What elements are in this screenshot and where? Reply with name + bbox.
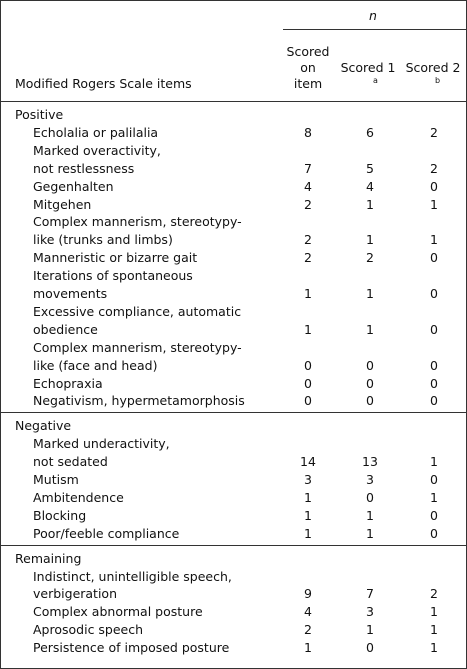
row-label: not restlessness [33,160,135,176]
section-divider [1,545,466,546]
table-row [1,178,466,195]
cell-scored-on-item: 0 [304,357,312,373]
row-label: movements [33,286,108,301]
cell-scored-2: 0 [430,525,438,541]
cell-scored-on-item: 1 [304,640,312,656]
cell-scored-1: 1 [366,525,374,541]
cell-scored-1: 13 [362,454,378,470]
cell-scored-on-item: 0 [304,393,312,409]
cell-scored-1: 1 [366,286,374,301]
table-row [1,453,466,470]
cell-scored-2: 0 [430,357,438,373]
cell-scored-2: 0 [430,286,438,301]
table-row [1,375,466,392]
cell-scored-on-item: 1 [304,525,312,541]
cell-scored-on-item: 2 [304,196,312,212]
row-label: Manneristic or bizarre gait [33,250,198,266]
cell-scored-on-item: 4 [304,604,312,620]
cell-scored-1: 0 [366,393,374,409]
cell-scored-1: 0 [366,375,374,391]
col1-line3: item [293,76,323,91]
row-label: Complex mannerism, stereotypy- [33,339,242,355]
cell-scored-1: 1 [366,507,374,523]
cell-scored-1: 0 [366,357,374,373]
table-row [1,392,466,409]
row-label: Echopraxia [33,375,103,391]
row-label: Marked overactivity, [33,142,161,158]
cell-scored-1: 6 [366,124,374,140]
cell-scored-on-item: 1 [304,321,312,337]
col3-text: Scored 2 [405,60,461,75]
cell-scored-1: 3 [366,604,374,620]
n-header: n [369,8,377,23]
table-row [1,267,466,284]
cell-scored-2: 1 [430,640,438,656]
cell-scored-2: 0 [430,250,438,266]
row-label: Echolalia or palilalia [33,124,159,140]
col-scored-1-header [340,60,396,76]
cell-scored-on-item: 2 [304,622,312,638]
cell-scored-2: 1 [430,604,438,620]
cell-scored-2: 0 [430,321,438,337]
row-label: Complex mannerism, stereotypy- [33,214,242,230]
row-label: Complex abnormal posture [33,604,203,620]
col2-superscript: a [373,76,378,85]
cell-scored-on-item: 2 [304,250,312,266]
cell-scored-on-item: 14 [300,454,316,470]
table-row [1,231,466,248]
section-title: Positive [15,107,64,122]
row-label: Mutism [33,472,79,487]
row-label: Ambitendence [33,489,124,505]
row-label: like (face and head) [33,357,158,373]
cell-scored-2: 0 [430,472,438,487]
table-row [1,507,466,524]
col-scored-2-header [405,60,461,76]
cell-scored-on-item: 1 [304,286,312,301]
table-row [1,585,466,602]
cell-scored-2: 1 [430,196,438,212]
cell-scored-on-item: 7 [304,160,312,176]
table-row [1,639,466,656]
table-row [1,321,466,338]
section-divider [1,412,466,413]
cell-scored-2: 1 [430,232,438,248]
row-label: Poor/feeble compliance [33,525,180,541]
row-label: Aprosodic speech [33,622,144,638]
section-title: Negative [15,418,72,434]
cell-scored-on-item: 8 [304,124,312,140]
items-column-header: Modified Rogers Scale items [15,76,192,91]
cell-scored-1: 7 [366,586,374,602]
cell-scored-1: 3 [366,472,374,487]
table-row [1,249,466,266]
cell-scored-1: 4 [366,178,374,194]
cell-scored-1: 1 [366,622,374,638]
table-row [1,471,466,488]
cell-scored-2: 2 [430,160,438,176]
table-row [1,285,466,302]
cell-scored-2: 0 [430,393,438,409]
row-label: Excessive compliance, automatic [33,303,242,319]
header-rule [1,101,466,102]
cell-scored-2: 1 [430,454,438,470]
section-title: Remaining [15,550,82,566]
cell-scored-on-item: 4 [304,178,312,194]
row-label: Blocking [33,507,87,523]
col3-superscript: b [435,76,441,85]
cell-scored-1: 0 [366,640,374,656]
cell-scored-on-item: 0 [304,375,312,391]
cell-scored-2: 0 [430,507,438,523]
table-row [1,568,466,585]
col1-line1: Scored [286,44,330,59]
table-row [1,196,466,213]
table-row [1,339,466,356]
cell-scored-1: 0 [366,489,374,505]
row-label: Iterations of spontaneous [33,268,193,284]
table-row [1,303,466,320]
table-row [1,124,466,141]
cell-scored-on-item: 9 [304,586,312,602]
table-row [1,621,466,638]
row-label: Mitgehen [33,196,92,212]
cell-scored-on-item: 3 [304,472,312,487]
row-label: Negativism, hypermetamorphosis [33,393,245,409]
row-label: verbigeration [33,586,118,602]
cell-scored-on-item: 1 [304,489,312,505]
cell-scored-on-item: 2 [304,232,312,248]
cell-scored-2: 1 [430,489,438,505]
n-underline [283,29,466,30]
cell-scored-1: 1 [366,196,374,212]
cell-scored-on-item: 1 [304,507,312,523]
row-label: Gegenhalten [33,178,114,194]
table-row [1,603,466,620]
table-row [1,435,466,452]
cell-scored-2: 0 [430,375,438,391]
cell-scored-2: 1 [430,622,438,638]
col-scored-on-item-header [283,44,333,92]
cell-scored-1: 5 [366,160,374,176]
table-row [1,142,466,159]
cell-scored-1: 1 [366,321,374,337]
row-label: like (trunks and limbs) [33,232,173,248]
row-label: not sedated [33,454,108,470]
cell-scored-2: 0 [430,178,438,194]
table-row [1,489,466,506]
table-row [1,357,466,374]
col1-line2: on [300,60,316,75]
row-label: obedience [33,321,98,337]
col2-text: Scored 1 [340,60,396,75]
cell-scored-1: 2 [366,250,374,266]
table-row [1,525,466,542]
row-label: Indistinct, unintelligible speech, [33,568,232,584]
cell-scored-2: 2 [430,124,438,140]
cell-scored-1: 1 [366,232,374,248]
row-label: Persistence of imposed posture [33,640,230,656]
row-label: Marked underactivity, [33,436,170,452]
table-row [1,160,466,177]
cell-scored-2: 2 [430,586,438,602]
table-row [1,213,466,230]
